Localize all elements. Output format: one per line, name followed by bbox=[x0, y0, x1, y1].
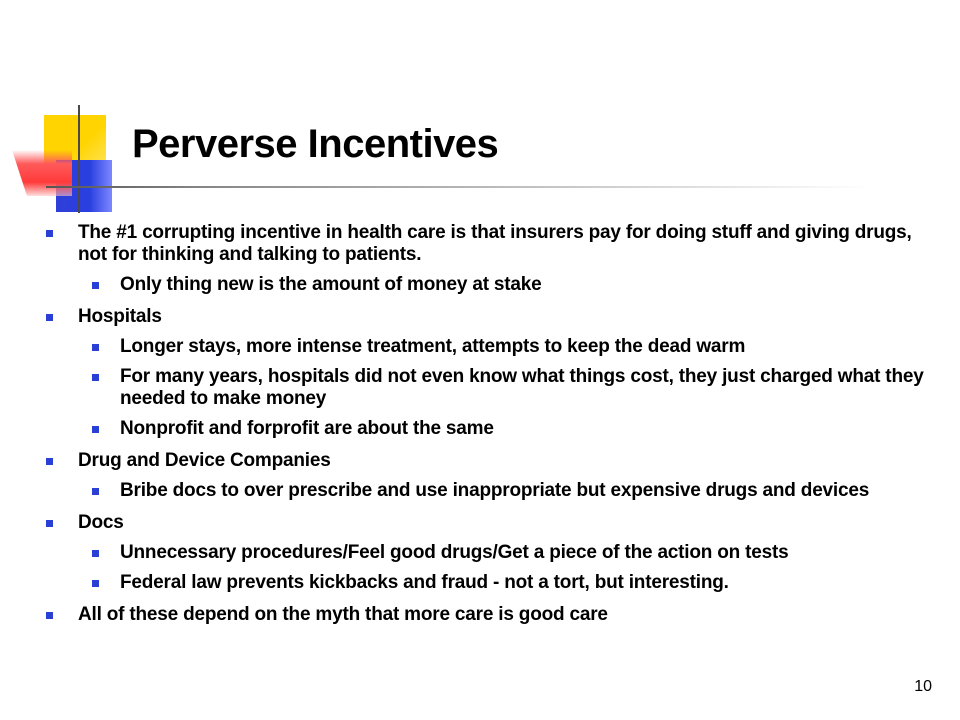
sub-bullet-item bbox=[40, 480, 930, 502]
bullet-item bbox=[40, 306, 930, 328]
bullet-text: Bribe docs to over prescribe and use inappropriate but expensive drugs and devices bbox=[120, 480, 870, 501]
bullet-text: Only thing new is the amount of money at stake bbox=[120, 274, 542, 295]
bullet-text: Hospitals bbox=[78, 306, 162, 327]
bullet-square-icon bbox=[92, 426, 99, 433]
sub-bullet-item bbox=[40, 366, 930, 410]
sub-bullet-item bbox=[40, 572, 930, 594]
bullet-square-icon bbox=[46, 612, 53, 619]
bullet-text: For many years, hospitals did not even know what things cost, they just charged what they needed to make money bbox=[120, 366, 924, 409]
bullet-square-icon bbox=[46, 230, 53, 237]
bullet-square-icon bbox=[92, 550, 99, 557]
bullet-text: Docs bbox=[78, 512, 124, 533]
bullet-item bbox=[40, 512, 930, 534]
sub-bullet-item bbox=[40, 418, 930, 440]
vertical-line-decoration bbox=[78, 105, 80, 213]
bullet-text: All of these depend on the myth that more care is good care bbox=[78, 604, 608, 625]
bullet-text: Longer stays, more intense treatment, attempts to keep the dead warm bbox=[120, 336, 746, 357]
bullet-text: Unnecessary procedures/Feel good drugs/Get a piece of the action on tests bbox=[120, 542, 789, 563]
bullet-square-icon bbox=[92, 282, 99, 289]
page-number: 10 bbox=[914, 678, 932, 695]
bullet-text: Drug and Device Companies bbox=[78, 450, 331, 471]
bullet-square-icon bbox=[46, 314, 53, 321]
bullet-list bbox=[40, 222, 930, 626]
sub-bullet-item bbox=[40, 336, 930, 358]
sub-bullet-item bbox=[40, 542, 930, 564]
bullet-text: Federal law prevents kickbacks and fraud - not a tort, but interesting. bbox=[120, 572, 729, 593]
bullet-item bbox=[40, 222, 930, 266]
bullet-square-icon bbox=[92, 580, 99, 587]
bullet-square-icon bbox=[92, 488, 99, 495]
bullet-item bbox=[40, 604, 930, 626]
slide-title: Perverse Incentives bbox=[132, 122, 499, 166]
title-underline-decoration bbox=[46, 186, 870, 188]
bullet-text: The #1 corrupting incentive in health care is that insurers pay for doing stuff and giving drugs, not for thinking and talking to patients. bbox=[78, 222, 912, 265]
red-square-decoration bbox=[12, 150, 72, 196]
bullet-square-icon bbox=[92, 344, 99, 351]
bullet-square-icon bbox=[92, 374, 99, 381]
bullet-text: Nonprofit and forprofit are about the same bbox=[120, 418, 494, 439]
bullet-square-icon bbox=[46, 458, 53, 465]
sub-bullet-item bbox=[40, 274, 930, 296]
bullet-item bbox=[40, 450, 930, 472]
bullet-square-icon bbox=[46, 520, 53, 527]
